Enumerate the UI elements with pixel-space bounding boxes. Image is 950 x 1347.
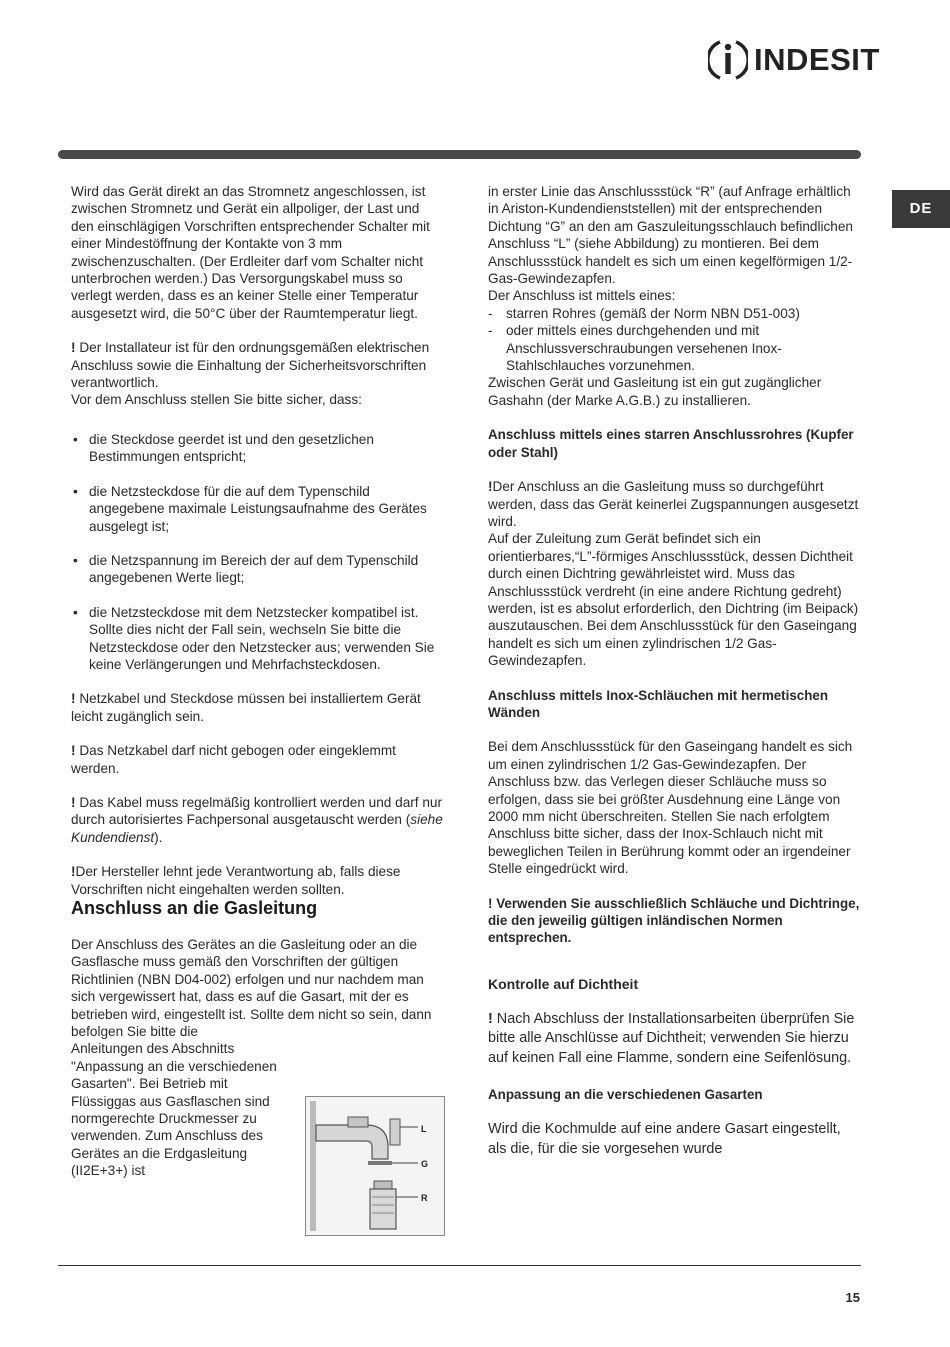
exclamation-icon: !: [71, 340, 76, 356]
paragraph-gas-adaptation: Wird die Kochmulde auf eine andere Gasart eingestellt, als die, für die sie vorgesehen wurde: [488, 1121, 841, 1157]
warning-cable-check: [71, 794, 443, 846]
exclamation-icon: !: [71, 743, 76, 759]
paragraph-inox: Bei dem Anschlussstück für den Gaseingang handelt es sich um einen zylindrischen 1/2 Gas-Gewindezapfen. Der Anschluss bzw. das Verlegen dieser Schläuche muss so erfolgen, dass sie bei größter Ausdehnung eine Länge von 2000 mm nicht überschreiten. Stellen Sie nach erfolgtem Anschluss bitte sicher, dass der Inox-Schlauch nicht mit beweglichen Teilen in Berührung kommt oder an irgendeiner Stelle eingedrückt wird.: [488, 739, 853, 877]
paragraph-l-connector: Auf der Zuleitung zum Gerät befindet sich ein orientierbares,“L”-förmiges Anschlussstück, dessen Dichtheit durch einen Dichtring gewährleistet wird. Muss das Anschlussstück verdreht (in eine andere Richtung gedreht) werden, ist es absolut erforderlich, den Dichtring (im Beipack) auszutauschen. Bei dem Anschlussstück für den Gaseingang handelt es sich um einen zylindrischen 1/2 Gas-Gewindezapfen.: [488, 531, 859, 669]
warning-text: Verwenden Sie ausschließlich Schläuche und Dichtringe, die den jeweilig gültigen inländischen Normen entsprechen.: [488, 895, 860, 946]
warning-text: Der Hersteller lehnt jede Verantwortung ab, falls diese Vorschriften nicht eingehalten werden sollten.: [71, 864, 401, 897]
paragraph-before-connection: Vor dem Anschluss stellen Sie bitte sicher, dass:: [71, 392, 362, 408]
heading-leak-check: Kontrolle auf Dichtheit: [488, 975, 639, 992]
exclamation-icon: !: [488, 479, 493, 495]
warning-text: Das Kabel muss regelmäßig kontrolliert werden und darf nur durch autorisiertes Fachpersonal ausgetauscht werden (: [71, 794, 442, 828]
section-heading-gas: Anschluss an die Gasleitung: [71, 898, 318, 918]
warning-cable-bend: [71, 742, 443, 777]
left-column: [71, 183, 443, 1180]
paragraph-connector-r: in erster Linie das Anschlussstück “R” (auf Anfrage erhältlich in Ariston-Kundendienststellen) mit der entsprechenden Dichtung “G” an den am Gaszuleitungsschlauch befindlichen Anschluss “L” (siehe Abbildung) zu montieren. Bei dem Anschlussstück handelt es sich um einen kegelförmigen 1/2-Gas-Gewindezapfen.: [488, 184, 853, 287]
warning-hoses-norms: [488, 895, 860, 947]
list-item: • die Netzspannung im Bereich der auf dem Typenschild angegebenen Werte liegt;: [71, 552, 443, 587]
brand-name: INDESIT: [754, 42, 880, 77]
paragraph-power-switch: Wird das Gerät direkt an das Stromnetz angeschlossen, ist zwischen Stromnetz und Gerät ein allpoliger, der Last und den einschlägigen Vorschriften entsprechender Schalter mit einer Mindestöffnung der Kontakte von 3 mm zwischenzuschalten. (Der Erdleiter darf vom Schalter nicht unterbrochen werden.) Das Versorgungskabel muss so verlegt werden, dass es an keiner Stelle einer Temperatur ausgesetzt wird, die 50°C über der Raumtemperatur liegt.: [71, 184, 430, 321]
warning-text: Das Netzkabel darf nicht gebogen oder eingeklemmt werden.: [71, 743, 396, 776]
checklist: [71, 431, 443, 673]
paragraph-gas-instructions: Anleitungen des Abschnitts "Anpassung an die verschiedenen Gasarten". Bei Betrieb mit Flüssiggas aus Gasflaschen sind normgerechte Druckmesser zu verwenden. Zum Anschluss des Gerätes an die Erdgasleitung (II2E+3+) ist: [71, 1041, 277, 1179]
paragraph-gas-tap: Zwischen Gerät und Gasleitung ist ein gut zugänglicher Gashahn (der Marke A.G.B.) zu installieren.: [488, 375, 822, 408]
warning-text: Netzkabel und Steckdose müssen bei installiertem Gerät leicht zugänglich sein.: [71, 691, 421, 724]
warning-accessible: [71, 690, 443, 725]
connection-options: [488, 305, 860, 375]
list-item: • die Netzsteckdose mit dem Netzstecker kompatibel ist. Sollte dies nicht der Fall sein, wechseln Sie bitte die Netzsteckdose oder den Netzstecker aus; verwenden Sie keine Verlängerungen und Mehrfachsteckdosen.: [71, 604, 443, 674]
list-item: • die Netzsteckdose für die auf dem Typenschild angegebene maximale Leistungsaufnahme des Gerätes ausgelegt ist;: [71, 483, 443, 535]
heading-gas-adaptation: Anpassung an die verschiedenen Gasarten: [488, 1087, 763, 1103]
service-reference: siehe Kundendienst: [71, 812, 443, 845]
heading-rigid-pipe: Anschluss mittels eines starren Anschlussrohres (Kupfer oder Stahl): [488, 427, 854, 460]
warning-text-end: ).: [154, 829, 163, 845]
exclamation-icon: !: [488, 1010, 493, 1027]
list-item: • die Steckdose geerdet ist und den gesetzlichen Bestimmungen entspricht;: [71, 431, 443, 466]
label-g: G: [421, 1159, 429, 1169]
header-bar: [58, 150, 861, 159]
gas-connector-figure: [305, 1096, 445, 1236]
exclamation-icon: !: [71, 794, 76, 810]
label-l: L: [421, 1124, 427, 1134]
exclamation-icon: !: [71, 691, 76, 707]
list-item: - oder mittels eines durchgehenden und mit Anschlussverschraubungen versehenen Inox-Stahlschlauches vorzunehmen.: [488, 322, 860, 374]
warning-liability: [71, 863, 443, 898]
warning-text: Der Anschluss an die Gasleitung muss so durchgeführt werden, dass das Gerät keinerlei Zugspannungen ausgesetzt wird.: [488, 479, 859, 529]
exclamation-icon: !: [71, 864, 76, 880]
footer-rule: [58, 1265, 861, 1266]
paragraph-gas-connection: Der Anschluss des Gerätes an die Gasleitung oder an die Gasflasche muss gemäß den Vorschriften der gültigen Richtlinien (NBN D04-002) erfolgen und nur nachdem man sich vergewissert hat, dass es auf die Gasart, mit der es betrieben wird, eingestellt ist. Sollte dem nicht so sein, dann befolgen Sie bitte die: [71, 937, 432, 1040]
logo-i-icon: [708, 38, 748, 82]
list-item: - starren Rohres (gemäß der Norm NBN D51-003): [488, 305, 860, 322]
warning-text: Nach Abschluss der Installationsarbeiten überprüfen Sie bitte alle Anschlüsse auf Dichtheit; verwenden Sie hierzu auf keinen Fall eine Flamme, sondern eine Seifenlösung.: [488, 1010, 855, 1066]
right-column: [488, 183, 860, 1159]
heading-inox-hoses: Anschluss mittels Inox-Schläuchen mit hermetischen Wänden: [488, 687, 829, 720]
connector-diagram-icon: [306, 1097, 444, 1235]
indesit-logo: [708, 38, 880, 82]
paragraph-connection-by: Der Anschluss ist mittels eines:: [488, 288, 676, 304]
warning-text: Der Installateur ist für den ordnungsgemäßen elektrischen Anschluss sowie die Einhaltung der Sicherheitsvorschriften verantwortlich.: [71, 340, 430, 391]
exclamation-icon: !: [488, 895, 493, 911]
warning-leak-check: [488, 1010, 860, 1068]
warning-installer: [71, 339, 443, 391]
warning-tension: [488, 478, 860, 530]
language-tab: DE: [892, 190, 950, 228]
page-number: 15: [845, 1290, 860, 1305]
label-r: R: [421, 1193, 428, 1203]
